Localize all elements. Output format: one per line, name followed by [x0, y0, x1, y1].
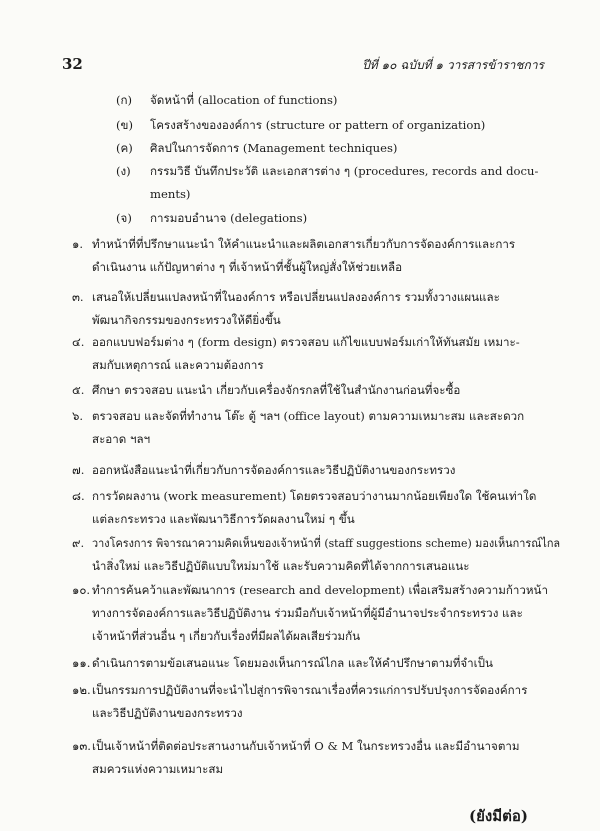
page-header [62, 55, 544, 75]
continued-marker: (ยังมีต่อ) [469, 807, 528, 825]
document-page: 32 ปีที่ ๑๐ ฉบับที่ ๑ วารสารข้าราชการ (ก) จัดหน้าที่ (allocation of functions) (ข) โครงสร้างขององค์การ (structure or pattern of organization) (ค) ศิลปในการจัดการ (Management techniques) (ง) กรรมวิธี บันทึกประวัติ และเอกสารต่าง ๆ (procedures, records and docu- ments) (จ) การมอบอำนาจ (delegations) ๑. ทำหน้าที่ที่ปรึกษาแนะนำ ให้คำแนะนำและผลิตเอกสารเกี่ยวกับการจัดองค์การและการ ดำเนินงาน แก้ปัญหาต่าง ๆ ที่เจ้าหน้าที่ชั้นผู้ใหญ่สั่งให้ช่วยเหลือ ๓. เสนอให้เปลี่ยนแปลงหน้าที่ในองค์การ หรือเปลี่ยนแปลงองค์การ รวมทั้งวางแผนและ พัฒนากิจกรรมของกระทรวงให้ดียิ่งขึ้น ๔. ออกแบบฟอร์มต่าง ๆ (form design) ตรวจสอบ แก้ไขแบบฟอร์มเก่าให้ทันสมัย เหมาะ- สมกับเหตุการณ์ และความต้องการ ๕. ศึกษา ตรวจสอบ แนะนำ เกี่ยวกับเครื่องจักรกลที่ใช้ในสำนักงานก่อนที่จะซื้อ ๖. ตรวจสอบ และจัดที่ทำงาน โต๊ะ ตู้ ฯลฯ (office layout) ตามความเหมาะสม และสะดวก สะอาด ฯลฯ ๗. ออกหนังสือแนะนำที่เกี่ยวกับการจัดองค์การและวิธีปฏิบัติงานของกระทรวง ๘. การวัดผลงาน (work measurement) โดยตรวจสอบว่างานมากน้อยเพียงใด ใช้คนเท่าใด แต่ละกระทรวง และพัฒนาวิธีการวัดผลงานใหม่ ๆ ขึ้น ๙. วางโครงการ พิจารณาความคิดเห็นของเจ้าหน้าที่ (staff suggestions scheme) มองเห็นการณ์ไกล นำสิ่งใหม่ และวิธีปฏิบัติแบบใหม่มาใช้ และรับความคิดที่ได้จากการเสนอแนะ ๑๐. ทำการค้นคว้าและพัฒนาการ (research and development) เพื่อเสริมสร้างความก้าวหน้า ทางการจัดองค์การและวิธีปฏิบัติงาน ร่วมมือกับเจ้าหน้าที่ผู้มีอำนาจประจำกระทรวง และ เจ้าหน้าที่ส่วนอื่น ๆ เกี่ยวกับเรื่องที่มีผลได้ผลเสียร่วมกัน ๑๑. ดำเนินการตามข้อเสนอแนะ โดยมองเห็นการณ์ไกล และให้คำปรึกษาตามที่จำเป็น ๑๒. เป็นกรรมการปฏิบัติงานที่จะนำไปสู่การพิจารณาเรื่องที่ควรแก่การปรับปรุงการจัดองค์การ และวิธีปฏิบัติงานของกระทรวง ๑๓. เป็นเจ้าหน้าที่ติดต่อประสานงานกับเจ้าหน้าที่ O & M ในกระทรวงอื่น และมีอำนาจตาม สมควรแห่งความเหมาะสม (ยังมีต่อ) [0, 0, 600, 831]
page-number: 32 [62, 55, 83, 73]
running-title: ปีที่ ๑๐ ฉบับที่ ๑ วารสารข้าราชการ [362, 58, 544, 72]
